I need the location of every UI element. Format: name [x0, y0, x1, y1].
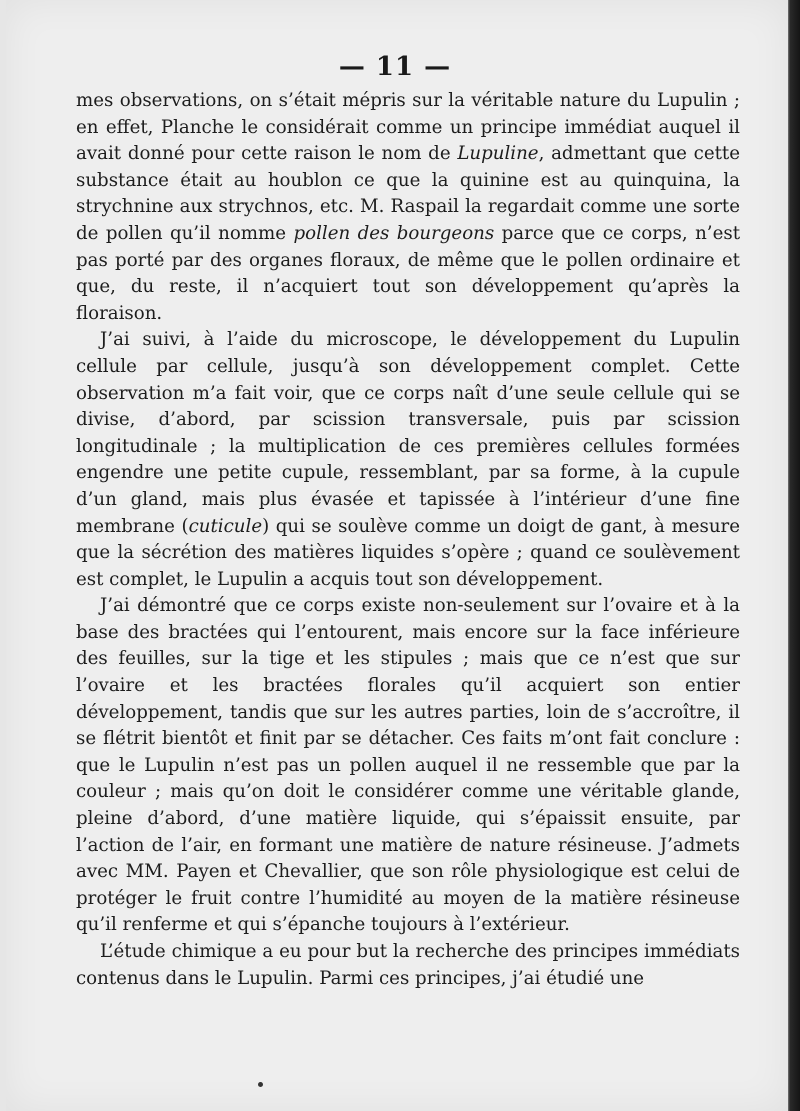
- paragraph-2-text-b: ) qui se soulève comme un doigt de gant, à mesure que la sécrétion des matières liquides s’opère ; quand ce soulèvement est complet, le Lupulin a acquis tout son développement.: [76, 515, 740, 590]
- paragraph-3: [76, 593, 740, 939]
- paragraph-1-text-c: parce que ce corps, n’est pas porté par des organes floraux, de même que le pollen ordinaire et que, du reste, il n’acquiert tout son développement qu’après la floraison.: [76, 222, 740, 324]
- paragraph-1: [76, 88, 740, 327]
- ink-speck: [258, 1082, 263, 1087]
- page-number: — 11 —: [338, 52, 452, 82]
- paragraph-1-text-a: mes observations, on s’était mépris sur la véritable nature du Lupulin ; en effet, Planche le considérait comme un principe immédiat auquel il avait donné pour cette raison le nom de: [76, 90, 740, 165]
- paragraph-3-text: J’ai démontré que ce corps existe non-seulement sur l’ovaire et à la base des bractées qui l’entourent, mais encore sur la face inférieure des feuilles, sur la tige et les stipules ; mais que ce n’est que sur l’ovaire et les bractées florales qu’il acquiert son entier développement, tandis que sur les autres parties, loin de s’accroître, il se flétrit bientôt et finit par se détacher. Ces faits m’ont fait conclure : que le Lupulin n’est pas un pollen auquel il ne ressemble que par la couleur ; mais qu’on doit le considérer comme une véritable glande, pleine d’abord, d’une matière liquide, qui s’épaissit ensuite, par l’action de l’air, en formant une matière de nature résineuse. J’admets avec MM. Payen et Chevallier, que son rôle physiologique est celui de protéger le fruit contre l’humidité au moyen de la matière résineuse qu’il renferme et qui s’épanche toujours à l’extérieur.: [76, 595, 740, 936]
- paragraph-4-text: L’étude chimique a eu pour but la recherche des principes immédiats contenus dans le Lupulin. Parmi ces principes, j’ai étudié une: [76, 941, 740, 989]
- paragraph-1-text-b: , admettant que cette substance était au houblon ce que la quinine est au quinquina, la strychnine aux strychnos, etc. M. Raspail la regardait comme une sorte de pollen qu’il nomme: [76, 143, 740, 244]
- term-cuticule: cuticule: [188, 515, 263, 537]
- paragraph-2-text-a: J’ai suivi, à l’aide du microscope, le développement du Lupulin cellule par cellule, jusqu’à son développement complet. Cette observation m’a fait voir, que ce corps naît d’une seule cellule qui se divise, d’abord, par scission transversale, puis par scission longitudinale ; la multiplication de ces premières cellules formées engendre une petite cupule, ressemblant, par sa forme, à la cupule d’un gland, mais plus évasée et tapissée à l’intérieur d’une fine membrane (: [76, 329, 740, 537]
- term-pollen-des-bourgeons: pollen des bourgeons: [293, 222, 495, 244]
- paragraph-2: [76, 327, 740, 593]
- term-lupuline: Lupuline: [457, 143, 539, 165]
- page-body: [76, 88, 740, 992]
- paragraph-4: [76, 939, 740, 992]
